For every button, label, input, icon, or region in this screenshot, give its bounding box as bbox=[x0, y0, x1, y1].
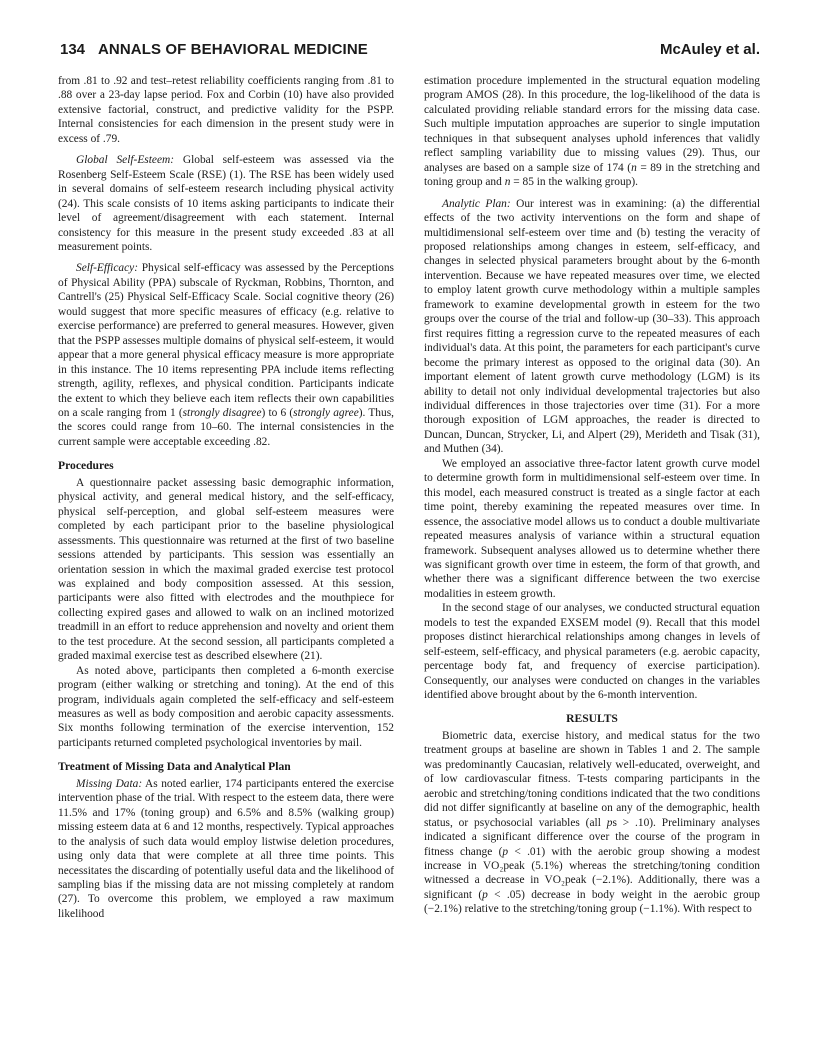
left-column bbox=[58, 74, 394, 921]
run-in-label: Missing Data: bbox=[76, 777, 143, 790]
run-in-label: Global Self-Esteem: bbox=[76, 154, 175, 167]
section-heading-results: RESULTS bbox=[566, 712, 618, 726]
section-heading-procedures: Procedures bbox=[58, 459, 114, 473]
section-heading-missing-data: Treatment of Missing Data and Analytical Plan bbox=[58, 760, 291, 774]
paragraph-results: Biometric data, exercise history, and medical status for the two treatment groups at baseline are shown in Tables 1 and 2. The sample was predominantly Caucasian, relatively well-educated, overweight, and of low cardiovascular fitness. T-tests comparing participants in the aerobic and stretching/toning conditions indicated that the two conditions did not differ significantly at baseline on any of the demographic, health status, or psychosocial variables (all ps > .10). Preliminary analyses indicated a significant difference over the course of the program in fitness change (p < .01) with the aerobic group showing a modest increase in VO₂peak (5.1%) whereas the stretching/toning condition witnessed a decrease in VO₂peak (−2.1%). Additionally, there was a significant (p < .05) decrease in body weight in the aerobic group (−2.1%) relative to the stretching/toning group (−1.1%). With respect to bbox=[424, 729, 760, 916]
run-in-label: Analytic Plan: bbox=[442, 197, 511, 210]
paragraph: A questionnaire packet assessing basic demographic information, physical activity, and general medical history, and the self-efficacy, physical self-perception, and global self-esteem measures were completed by each participant prior to the baseline physiological assessments. This questionnaire was returned at the first of two baseline sessions attended by participants. This session was essentially an orientation session in which the maximal graded exercise test protocol was explained and body composition assessed. At this session, participants were also fitted with electrodes and the mouthpiece for collecting expired gases and allowed to walk on an inclined motorized treadmill in an effort to reduce apprehension and novelty and orient them to the test procedure. At the second session, all participants completed a graded maximal exercise test as described elsewhere (21). bbox=[58, 476, 394, 663]
running-header bbox=[58, 41, 760, 65]
running-authors: McAuley et al. bbox=[659, 41, 760, 58]
paragraph-global-self-esteem: Global Self-Esteem: Global self-esteem was assessed via the Rosenberg Self-Esteem Scale (RSE) (1). The RSE has been widely used in several domains of self-esteem research including physical activity (24). This scale consists of 10 items asking participants to indicate their level of agreement/disagreement with each statement. Internal consistency for this measure in the present study exceeded .83 at all measurement points. bbox=[58, 154, 394, 253]
page-number: 134 bbox=[60, 41, 86, 58]
paragraph: We employed an associative three-factor latent growth curve model to determine growth form in multidimensional self-esteem over time. In this model, each measured construct is treated as a single factor at each time point, thereby examining the repeated measures over time. In essence, the associative model allows us to conduct a double multivariate repeated measures analysis of variance within a structural equation framework. Subsequent analyses allowed us to determine whether there was significant growth over time in esteem, the form of that growth, and whether there was a significant difference between the two exercise modalities in esteem growth. bbox=[424, 457, 760, 600]
paragraph: from .81 to .92 and test–retest reliability coefficients ranging from .81 to .88 over a 23-day lapse period. Fox and Corbin (10) have also provided extensive factorial, construct, and predictive validity for the PSPP. Internal consistencies for each dimension in the present study were in excess of .79. bbox=[58, 75, 394, 145]
journal-title: ANNALS OF BEHAVIORAL MEDICINE bbox=[98, 41, 368, 58]
paragraph: In the second stage of our analyses, we conducted structural equation models to test the expanded EXSEM model (9). Recall that this model proposes distinct hierarchical relationships among changes in levels of self-esteem, self-efficacy, and physical parameters (e.g. aerobic capacity, percentage body fat, and frequency of exercise participation). Consequently, our analyses were conducted on changes in the variables identified above brought about by the 6-month intervention. bbox=[424, 602, 760, 702]
two-column-body bbox=[58, 74, 760, 921]
paragraph: estimation procedure implemented in the structural equation modeling program AMOS (28). In this procedure, the log-likelihood of the data is calculated providing reliable standard errors for the missing data case. Such multiple imputation approaches are superior to single imputation techniques in that subsequent analyses uphold inferences that validly reflect sampling variability due to missing values (29). Thus, our analyses are based on a sample size of 174 (n = 89 in the stretching and toning group and n = 85 in the walking group). bbox=[424, 75, 760, 189]
right-column bbox=[424, 74, 760, 921]
paragraph: As noted above, participants then completed a 6-month exercise program (either walking or stretching and toning). At the end of this program, individuals again completed the self-efficacy and self-esteem measures as well as body composition and aerobic capacity assessments. Six months following termination of the exercise intervention, 152 participants returned completed psychological inventories by mail. bbox=[58, 664, 394, 749]
run-in-label: Self-Efficacy: bbox=[76, 262, 138, 275]
paragraph-self-efficacy: Self-Efficacy: Physical self-efficacy was assessed by the Perceptions of Physical Ability (PPA) subscale of Ryckman, Robbins, Thornton, and Cantrell's (25) Physical Self-Efficacy Scale. Social cognitive theory (26) would suggest that more specific measures of efficacy (e.g. relative to exercise performance) are preferred to general measures. However, given that the PSPP assesses multiple domains of physical self-esteem, it would appear that a more general physical efficacy measure is more appropriate in this instance. The 10 items representing PPA include items reflecting strength, agility, reflexes, and physical condition. Participants indicate the extent to which they believe each item reflects their own capabilities on a scale ranging from 1 (strongly disagree) to 6 (strongly agree). Thus, the scores could range from 10–60. The internal consistencies in the current sample were acceptable exceeding .82. bbox=[58, 262, 394, 448]
paragraph-analytic-plan: Analytic Plan: Our interest was in examining: (a) the differential effects of the two activity interventions on the form and shape of multidimensional self-esteem over time and (b) testing the veracity of proposed relationships among changes in esteem, self-efficacy, and changes in selected physical parameters brought about by the 6-month intervention. Because we have repeated measures over time, we elected to employ latent growth curve methodology within a multiple samples framework to examine developmental growth in esteem for the two groups over the course of the trial and follow-up (30–33). This approach first requires fitting a regression curve to the repeated measures of each individual's data. At this point, the parameters for each participant's curve become the primary interest as opposed to the original data (30). An important element of latent growth curve methodology (LGM) is its ability to detail not only individual developmental trajectories but also individual differences in those trajectories over time (31). For a more thorough exposition of LGM approaches, the reader is directed to Duncan, Duncan, Strycker, Li, and Alpert (29), Merideth and Tisak (31), and Muthen (34). bbox=[424, 197, 761, 456]
paragraph-missing-data: Missing Data: As noted earlier, 174 participants entered the exercise intervention phase of the trial. With respect to the esteem data, there were 11.5% and 17% (toning group) and 6.5% and 8.5% (walking group) missing esteem data at 6 and 12 months, respectively. Typical approaches to the analysis of such data would employ listwise deletion procedures, using only data that were complete at all three time points. This necessitates the discarding of potentially useful data and the likelihood of sampling bias if the missing data are not missing completely at random (27). To overcome this problem, we employed a raw maximum likelihood bbox=[58, 777, 394, 920]
